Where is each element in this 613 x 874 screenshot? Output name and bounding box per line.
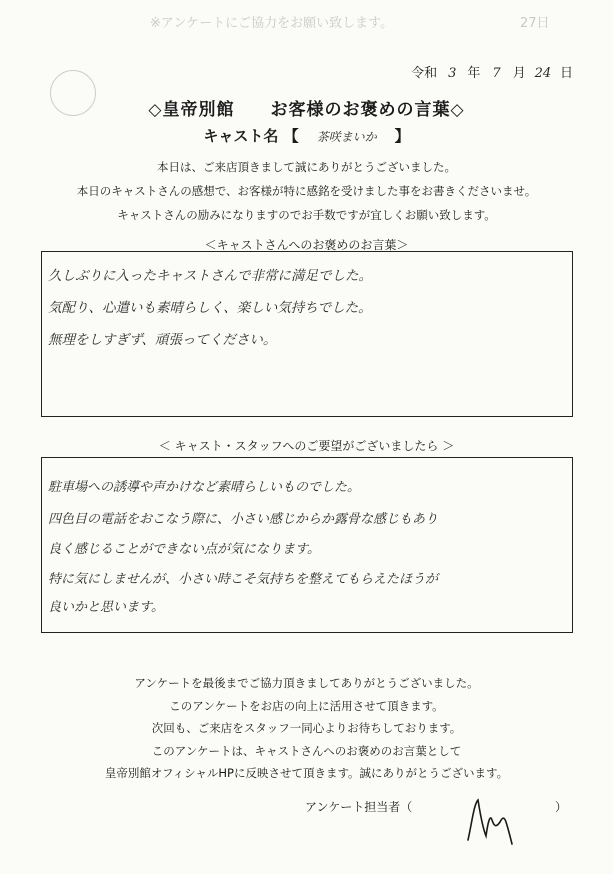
intro-line: キャストさんの励みになりますのでお手数ですが宜しくお願い致します。: [117, 208, 496, 222]
request-line: 四色目の電話をおこなう際に、小さい感じからか露骨な感じもあり: [48, 512, 439, 527]
praise-line: 気配り、心遣いも素晴らしく、楽しい気持ちでした。: [48, 300, 372, 316]
date-year: 3: [448, 66, 457, 81]
intro-line: 本日は、ご来店頂きまして誠にありがとうございました。: [157, 160, 456, 174]
footer-line: このアンケートは、キャストさんへのお褒めのお言葉として: [151, 743, 462, 758]
bleed-through-top: ※アンケートにご協力をお願い致します。: [150, 16, 394, 31]
date-day: 24: [534, 66, 552, 81]
praise-heading: ＜キャストさんへのお褒めのお言葉＞: [204, 238, 409, 252]
cast-name-line: [0, 125, 613, 146]
praise-line: 久しぶりに入ったキャストさんで非常に満足でした。: [48, 268, 372, 284]
request-box: [41, 457, 573, 633]
page-title: ◇皇帝別館 お客様のお褒めの言葉◇: [148, 100, 465, 120]
footer-text: [0, 672, 613, 785]
date-month-unit: 月: [512, 66, 526, 81]
footer-line: アンケートを最後までご協力頂きましてありがとうございました。: [134, 676, 479, 690]
footer-line: 次回も、ご来店をスタッフ一同心よりお待ちしております。: [151, 721, 462, 735]
intro-line: 本日のキャストさんの感想で、お客様が特に感銘を受けました事をお書きくださいませ。: [76, 184, 537, 198]
request-line: 良いかと思います。: [48, 600, 164, 615]
footer-line: 皇帝別館オフィシャルHPに反映させて頂きます。誠にありがとうございます。: [104, 766, 509, 780]
staff-close: ）: [555, 800, 568, 814]
request-heading: ＜ キャスト・スタッフへのご要望がございましたら ＞: [158, 439, 455, 453]
date-line: [411, 62, 573, 81]
cast-label: キャスト名: [203, 127, 279, 145]
footer-line: このアンケートをお店の向上に活用させて頂きます。: [169, 698, 444, 713]
intro-text: [0, 155, 613, 227]
request-line: 良く感じることができない点が気になります。: [48, 542, 320, 557]
cast-bracket-open: 【: [283, 127, 299, 145]
request-line: 駐車場への誘導や声かけなど素晴らしいものでした。: [48, 480, 361, 495]
praise-box: [41, 251, 573, 417]
date-month: 7: [492, 66, 501, 81]
date-day-unit: 日: [559, 66, 573, 81]
cast-name: 茶咲まいか: [316, 130, 377, 144]
date-year-unit: 年: [467, 66, 481, 81]
bleed-through-top-right: 27日: [520, 16, 550, 31]
signature-icon: [462, 792, 522, 852]
praise-line: 無理をしすぎず、頑張ってください。: [48, 332, 277, 348]
cast-bracket-close: 】: [394, 127, 410, 145]
staff-label: アンケート担当者（: [305, 800, 413, 814]
date-era: 令和: [411, 66, 438, 81]
request-line: 特に気にしませんが、小さい時こそ気持ちを整えてもらえたほうが: [48, 572, 439, 587]
